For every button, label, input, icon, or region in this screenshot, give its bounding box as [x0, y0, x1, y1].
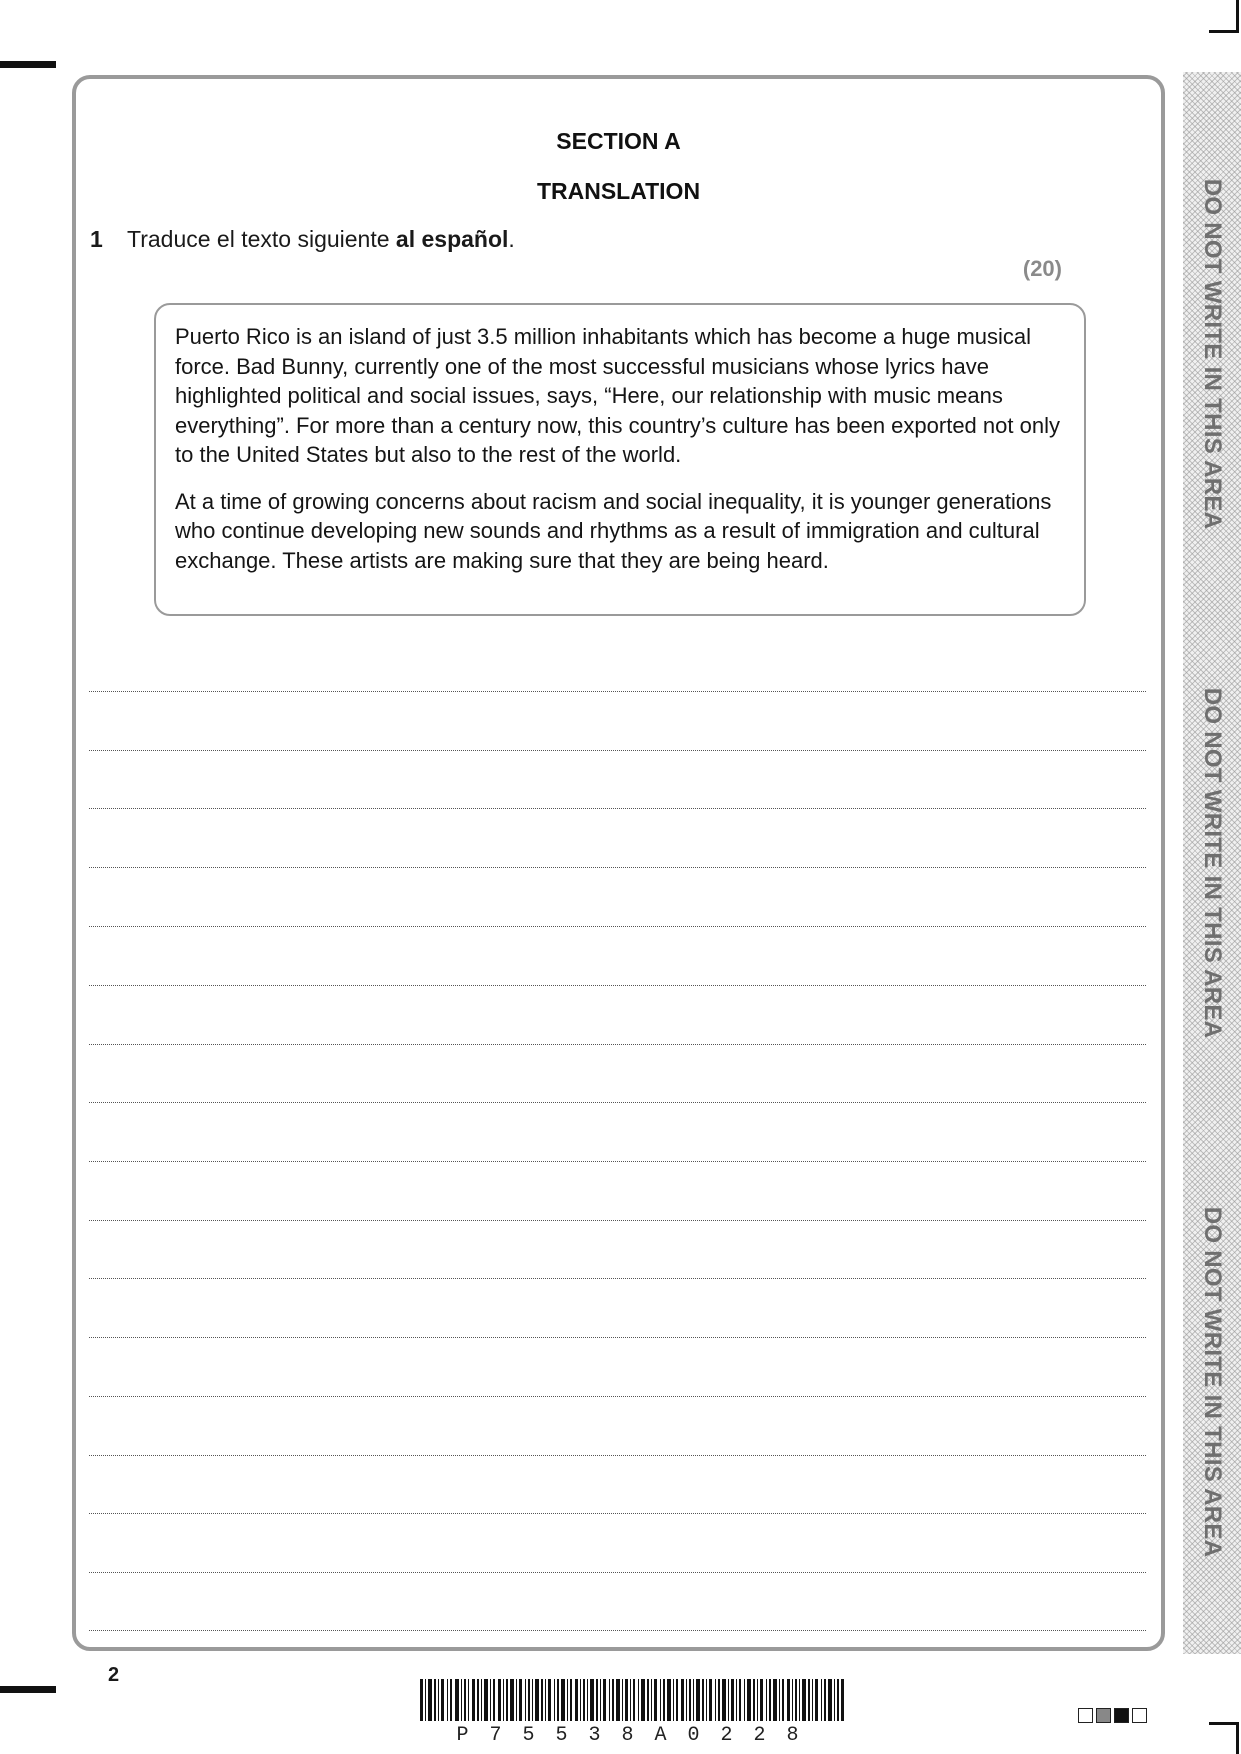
corner-mark-bottom-right-v [1236, 1722, 1239, 1754]
answer-line[interactable] [89, 750, 1146, 751]
marks-label: (20) [1022, 256, 1062, 281]
alignment-square-empty [1132, 1708, 1147, 1723]
corner-mark-top-right-v [1236, 0, 1239, 32]
section-subtitle: TRANSLATION [536, 178, 701, 204]
prompt-text: Traduce el texto siguiente [127, 226, 396, 252]
alignment-square-empty [1078, 1708, 1093, 1723]
answer-line[interactable] [89, 1630, 1146, 1631]
answer-line[interactable] [89, 1220, 1146, 1221]
alignment-square-grey [1096, 1708, 1111, 1723]
question-prompt [127, 226, 515, 253]
answer-line[interactable] [89, 691, 1146, 692]
answer-line[interactable] [89, 867, 1146, 868]
answer-line[interactable] [89, 1278, 1146, 1279]
answer-line[interactable] [89, 1102, 1146, 1103]
answer-line[interactable] [89, 1161, 1146, 1162]
section-title: SECTION A [556, 128, 681, 154]
question-number: 1 [90, 226, 103, 252]
answer-line[interactable] [89, 926, 1146, 927]
answer-line[interactable] [89, 808, 1146, 809]
passage-box [154, 303, 1086, 616]
barcode-text: P75538A0228 [456, 1724, 820, 1747]
answer-line[interactable] [89, 1337, 1146, 1338]
answer-line[interactable] [89, 985, 1146, 986]
corner-mark-top-right-h [1209, 30, 1239, 33]
corner-mark-bottom-right-h [1209, 1722, 1239, 1725]
page-number: 2 [108, 1664, 120, 1686]
passage-paragraph: Puerto Rico is an island of just 3.5 million inhabitants which has become a huge musical force. Bad Bunny, currently one of the most successful musicians whose lyrics have highlighted political and social issues, says, “Here, our relationship with music means everything”. For more than a century now, this country’s culture has been exported not only to the United States but also to the rest of the world. [175, 324, 1060, 467]
corner-mark-bottom-left [0, 1686, 56, 1693]
answer-line[interactable] [89, 1044, 1146, 1045]
alignment-square-black [1114, 1708, 1129, 1723]
prompt-bold-text: al español [395, 226, 509, 252]
answer-line[interactable] [89, 1513, 1146, 1514]
corner-mark-top-left [0, 61, 56, 68]
prompt-end: . [508, 226, 515, 252]
answer-line[interactable] [89, 1455, 1146, 1456]
answer-line[interactable] [89, 1396, 1146, 1397]
passage-paragraph: At a time of growing concerns about racism and social inequality, it is younger generations who continue developing new sounds and rhythms as a result of immigration and cultural exchange. These artists are making sure that they are being heard. [175, 488, 1052, 573]
answer-line[interactable] [89, 1572, 1146, 1573]
barcode [420, 1679, 844, 1721]
